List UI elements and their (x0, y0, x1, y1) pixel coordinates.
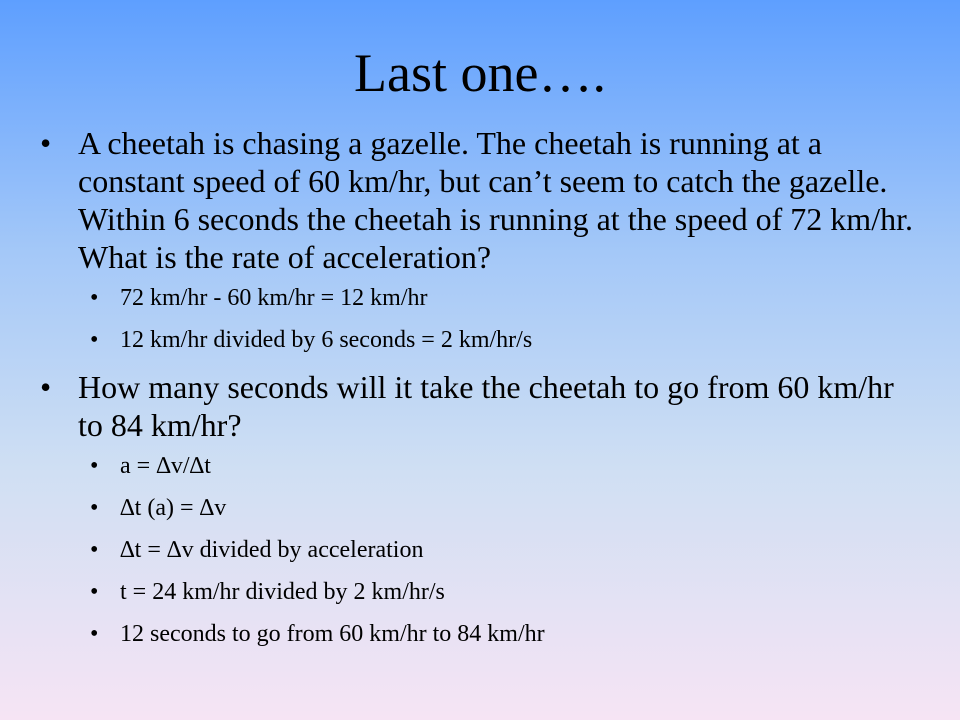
bullet-dot-icon: • (90, 453, 99, 479)
bullet-dot-icon: • (90, 537, 99, 563)
bullet-dot-icon: • (90, 285, 99, 311)
bullet-dot-icon: • (40, 369, 52, 405)
slide-content (40, 124, 920, 662)
bullet-dot-icon: • (90, 579, 99, 605)
bullet-item (40, 368, 920, 444)
sub-bullet-item (40, 452, 920, 480)
sub-bullet-text: a = ∆v/∆t (120, 453, 211, 479)
sub-bullet-item (40, 284, 920, 312)
sub-bullet-text: 12 seconds to go from 60 km/hr to 84 km/hr (120, 621, 545, 647)
bullet-item (40, 124, 920, 276)
bullet-dot-icon: • (40, 125, 52, 161)
bullet-text: How many seconds will it take the cheetah to go from 60 km/hr to 84 km/hr? (78, 369, 894, 443)
bullet-list (40, 124, 920, 276)
bullet-dot-icon: • (90, 327, 99, 353)
slide-title: Last one…. (354, 43, 606, 103)
bullet-dot-icon: • (90, 621, 99, 647)
sub-bullet-item (40, 326, 920, 354)
sub-bullet-text: 72 km/hr - 60 km/hr = 12 km/hr (120, 285, 428, 311)
sub-bullet-item (40, 578, 920, 606)
sub-bullet-list (40, 452, 920, 648)
sub-bullet-text: ∆t = ∆v divided by acceleration (120, 537, 424, 563)
sub-bullet-item (40, 494, 920, 522)
sub-bullet-text: ∆t (a) = ∆v (120, 495, 227, 521)
sub-bullet-item (40, 536, 920, 564)
bullet-dot-icon: • (90, 495, 99, 521)
sub-bullet-text: 12 km/hr divided by 6 seconds = 2 km/hr/s (120, 327, 533, 353)
bullet-text: A cheetah is chasing a gazelle. The cheetah is running at a constant speed of 60 km/hr, but can’t seem to catch the gazelle. Within 6 seconds the cheetah is running at the speed of 72 km/hr. What is the rate of acceleration? (78, 125, 913, 275)
bullet-list (40, 368, 920, 444)
sub-bullet-list (40, 284, 920, 354)
sub-bullet-item (40, 620, 920, 648)
sub-bullet-text: t = 24 km/hr divided by 2 km/hr/s (120, 579, 445, 605)
